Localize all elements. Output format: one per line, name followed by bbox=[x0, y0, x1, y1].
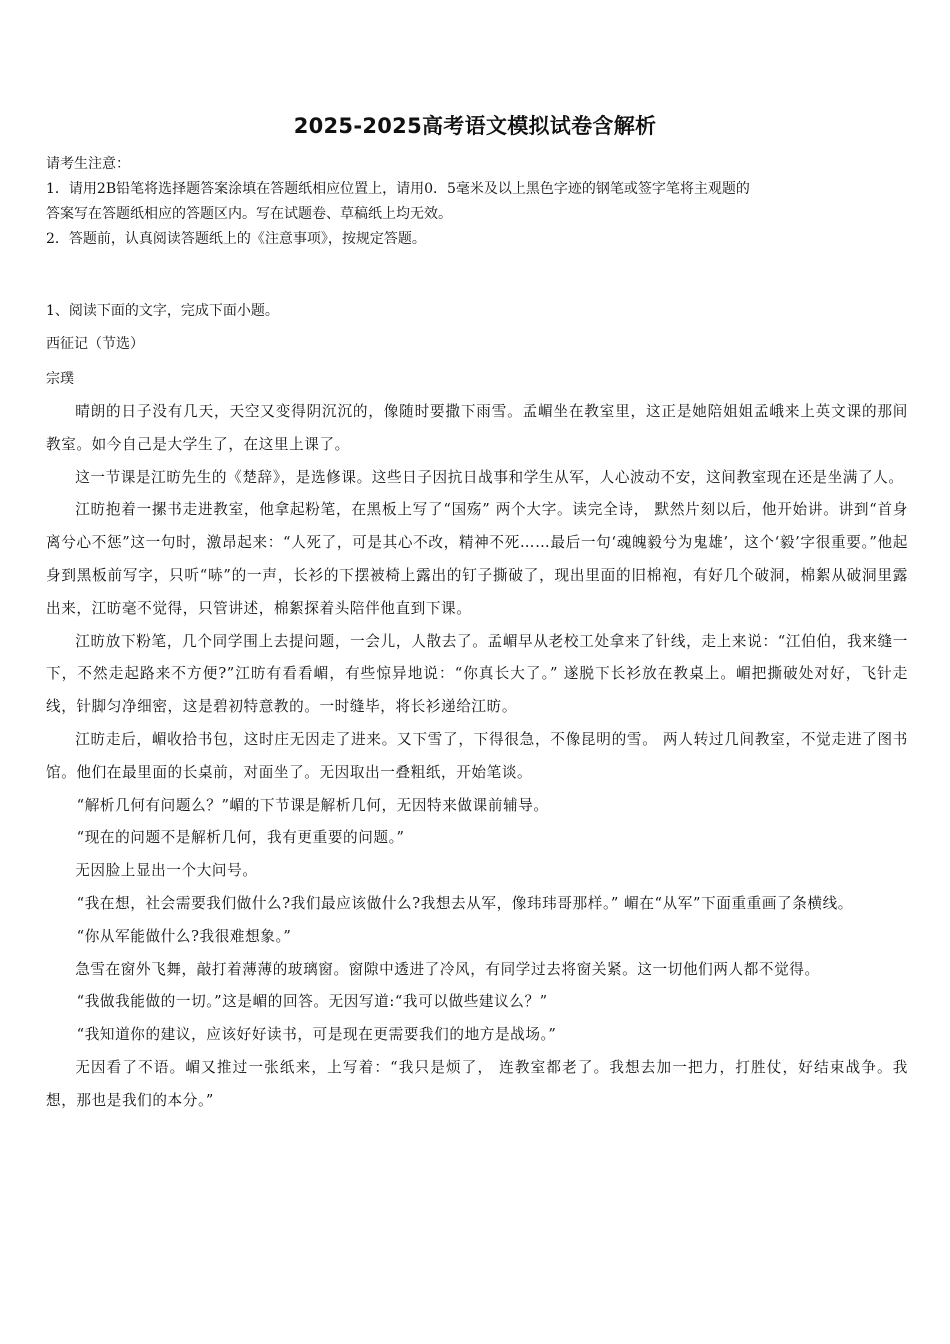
paragraph: 晴朗的日子没有几天，天空又变得阴沉沉的，像随时要撒下雨雪。孟嵋坐在教室里，这正是她陪姐姐孟峨来上英文课的那间教室。如今自己是大学生了，在这里上课了。 bbox=[46, 403, 908, 453]
notice-line-1b: 答案写在答题纸相应的答题区内。写在试题卷、草稿纸上均无效。 bbox=[46, 206, 452, 222]
candidate-notice bbox=[46, 152, 906, 252]
paragraph: 急雪在窗外飞舞，敲打着薄薄的玻璃窗。窗隙中透进了冷风，有同学过去将窗关紧。这一切他们两人都不觉得。 bbox=[75, 960, 820, 978]
paragraph: 这一节课是江昉先生的《楚辞》，是选修课。这些日子因抗日战事和学生从军，人心波动不安，这间教室现在还是坐满了人。 bbox=[75, 468, 904, 486]
paragraph: 无因看了不语。嵋又推过一张纸来，上写着：“我只是烦了， 连教室都老了。我想去加一把力，打胜仗，好结束战争。我想，那也是我们的本分。” bbox=[46, 1058, 908, 1109]
paragraph: “我知道你的建议，应该好好读书，可是现在更需要我们的地方是战场。” bbox=[76, 1026, 557, 1044]
passage-author: 宗璞 bbox=[46, 371, 74, 387]
paragraph: “解析几何有问题么？”嵋的下节课是解析几何，无因特来做课前辅导。 bbox=[76, 796, 549, 814]
paragraph: “现在的问题不是解析几何，我有更重要的问题。” bbox=[76, 829, 405, 847]
page-title: 2025-2025高考语文模拟试卷含解析 bbox=[293, 114, 657, 138]
paragraph: 江昉走后，嵋收拾书包，这时庄无因走了进来。又下雪了，下得很急，不像昆明的雪。 两人转过几间教室，不觉走进了图书馆。他们在最里面的长桌前，对面坐了。无因取出一叠粗纸，开始笔谈。 bbox=[46, 730, 908, 781]
paragraph: “你从军能做什么?我很难想象。” bbox=[76, 927, 292, 945]
paragraph: 无因脸上显出一个大问号。 bbox=[75, 862, 258, 880]
notice-heading: 请考生注意： bbox=[46, 156, 130, 172]
paragraph: 江昉抱着一摞书走进教室，他拿起粉笔，在黑板上写了“国殇” 两个大字。读完全诗， 默然片刻以后，他开始讲。讲到“首身离兮心不惩”这一句时，激昂起来：“人死了，可是其心不改，精神不死……最后一句‘魂魄毅兮为鬼雄’，这个‘毅’字很重要。”他起身到黑板前写字，只听“哧”的一声，长衫的下摆被椅上露出的钉子撕破了，现出里面的旧棉袍，有好几个破洞，棉絮从破洞里露出来，江昉毫不觉得，只管讲述，棉絮探着头陪伴他直到下课。 bbox=[46, 501, 908, 617]
paragraph: “我在想，社会需要我们做什么?我们最应该做什么?我想去从军，像玮玮哥那样。” 嵋在“从军”下面重重画了条横线。 bbox=[76, 894, 853, 912]
notice-line-1a: 1．请用2B铅笔将选择题答案涂填在答题纸相应位置上，请用0．5毫米及以上黑色字迹的钢笔或签字笔将主观题的 bbox=[46, 181, 750, 197]
passage-body bbox=[46, 396, 908, 1118]
paragraph: “我做我能做的一切。”这是嵋的回答。无因写道:“我可以做些建议么？” bbox=[76, 993, 548, 1011]
passage-title: 西征记（节选） bbox=[46, 336, 144, 352]
paragraph: 江昉放下粉笔，几个同学围上去提问题，一会儿，人散去了。孟嵋早从老校工处拿来了针线，走上来说：“江伯伯，我来缝一下，不然走起路来不方便?”江昉有看看嵋，有些惊异地说：“你真长大了。” 遂脱下长衫放在教桌上。嵋把撕破处对好，飞针走线，针脚匀净细密，这是碧初特意教的。一时缝毕，将长衫递给江昉。 bbox=[46, 632, 908, 716]
notice-line-2: 2．答题前，认真阅读答题纸上的《注意事项》，按规定答题。 bbox=[46, 231, 426, 247]
question-prompt: 1、阅读下面的文字，完成下面小题。 bbox=[46, 303, 279, 319]
